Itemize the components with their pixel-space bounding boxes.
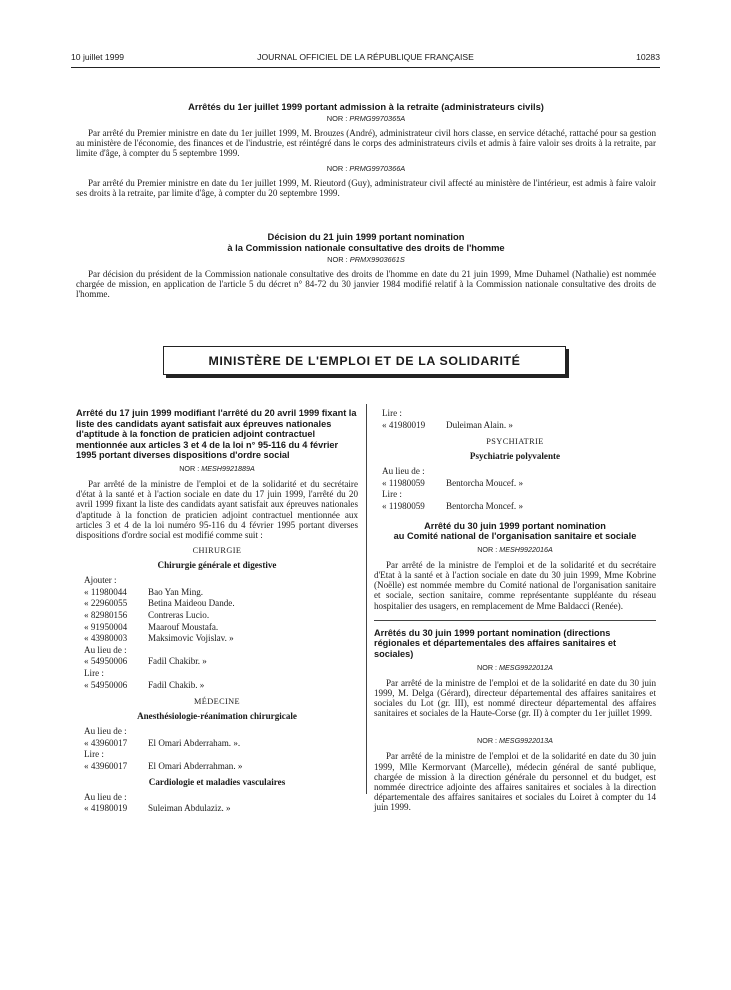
- candidate-number: « 54950006: [84, 656, 128, 667]
- nor-label: NOR :: [179, 463, 200, 473]
- candidate-name: Bentorcha Moncef. »: [446, 500, 524, 511]
- nor-reference: [76, 255, 656, 264]
- nor-reference: [76, 464, 358, 473]
- candidate-name: Contreras Lucio.: [148, 609, 210, 620]
- candidate-name: El Omari Abderraham. ».: [148, 737, 241, 748]
- arrete-cnoss-title-line1: Arrêté du 30 juin 1999 portant nomination: [424, 520, 606, 531]
- ministry-banner: MINISTÈRE DE L'EMPLOI ET DE LA SOLIDARITÉ: [163, 346, 566, 375]
- list-item: [374, 420, 656, 432]
- candidate-number: « 11980059: [382, 500, 425, 511]
- label-lire: Lire :: [382, 408, 402, 418]
- paragraph-duhamel: Par décision du président de la Commission nationale consultative des droits de l'homme en date du 21 juin 1999, Mme Duhamel (Nathalie) est nommée chargée de mission, en application de l'article 5 du décret n° 84-72 du 30 janvier 1984 modifié relatif à la Commission nationale consultative des droits de l'homme.: [76, 269, 656, 300]
- subsection-chirurgie-generale: Chirurgie générale et digestive: [157, 560, 277, 571]
- label-au-lieu-de: Au lieu de :: [84, 791, 127, 802]
- nor-label: NOR :: [477, 662, 497, 672]
- candidate-name: Suleiman Abdulaziz. »: [148, 803, 231, 814]
- list-item: [76, 803, 358, 815]
- section-psychiatrie: PSYCHIATRIE: [486, 437, 544, 447]
- arrete-praticien-title: Arrêté du 17 juin 1999 modifiant l'arrêté du 20 avril 1999 fixant la liste des candidats ayant satisfait aux épreuves nationales d'aptitude à la fonction de praticien adjoint contractuel mentionnée aux articles 3 et 4 de la loi n° 95-116 du 4 février 1995 portant diverses dispositions d'ordre social: [76, 408, 357, 461]
- candidate-number: « 11980044: [84, 586, 127, 597]
- paragraph-rieutord: Par arrêté du Premier ministre en date du 1er juillet 1999, M. Rieutord (Guy), administrateur civil affecté au ministère de l'intérieur, est admis à faire valoir ses droits à la retraite, par limite d'âge, à compter du 20 septembre 1999.: [76, 177, 656, 198]
- paragraph-praticien: Par arrêté de la ministre de l'emploi et de la solidarité et du secrétaire d'état à la santé et à l'action sociale en date du 17 juin 1999, l'arrêté du 20 avril 1999 fixant la liste des candidats ayant satisfait aux épreuves nationales d'aptitude à la fonction de praticien adjoint contractuel mentionnée aux articles 3 et 4 de la loi numéro 95-116 du 4 février 1995 portant diverses dispositions d'ordre social est modifié comme suit :: [76, 478, 358, 540]
- nor-code: PRMX9903661S: [349, 255, 405, 264]
- right-column: [374, 408, 656, 818]
- header-rule: [71, 67, 660, 68]
- list-item: [76, 633, 358, 645]
- candidate-name: El Omari Abderrahman. »: [148, 760, 243, 771]
- nor-reference: [374, 736, 656, 745]
- list-item: [76, 656, 358, 668]
- decision-section: [76, 231, 656, 305]
- candidate-name: Fadil Chakib. »: [148, 679, 205, 690]
- section-separator: [374, 620, 656, 621]
- subsection-anesthesiologie: Anesthésiologie-réanimation chirurgicale: [137, 711, 297, 722]
- candidate-name: Duleiman Alain. »: [446, 419, 513, 430]
- decision-title-line2: à la Commission nationale consultative des droits de l'homme: [227, 242, 505, 253]
- label-au-lieu-de: Au lieu de :: [84, 644, 127, 655]
- nor-reference: [76, 164, 656, 173]
- candidate-number: « 41980019: [382, 419, 426, 430]
- list-item: [76, 622, 358, 634]
- paragraph-delga: Par arrêté de la ministre de l'emploi et de la solidarité en date du 30 juin 1999, M. Delga (Gérard), directeur départemental des affaires sanitaires et sociales du Lot (gr. III), est nommé directeur départemental des affaires sanitaires et sociales de la Haute-Corse (gr. II) à compter du 1er juillet 1999.: [374, 677, 656, 719]
- header-date: 10 juillet 1999: [71, 52, 125, 62]
- candidate-name: Fadil Chakibr. »: [148, 656, 207, 667]
- arrete-retraite-title: Arrêtés du 1er juillet 1999 portant admission à la retraite (administrateurs civils): [188, 101, 544, 112]
- header-page-number: 10283: [636, 52, 660, 62]
- list-item: [374, 478, 656, 490]
- left-column: [76, 408, 358, 815]
- subsection-psychiatrie-polyvalente: Psychiatrie polyvalente: [469, 451, 561, 462]
- candidate-name: Bao Yan Ming.: [148, 586, 204, 597]
- candidate-number: « 54950006: [84, 679, 128, 690]
- candidate-name: Maksimovic Vojislav. »: [148, 633, 234, 644]
- section-medecine: MÉDECINE: [193, 697, 241, 707]
- paragraph-kobrine: Par arrêté de la ministre de l'emploi et de la solidarité et du secrétaire d'Etat à la santé et à l'action sociale en date du 30 juin 1999, Mme Kobrine (Noëlle) est nommée membre du Comité national de l'organisation sanitaire et sociale, section sanitaire, comme représentante suppléante du réseau hospitalier des usagers, en remplacement de Mme Baldacci (Renée).: [374, 559, 656, 611]
- arrete-ddass-title: Arrêtés du 30 juin 1999 portant nomination (directions régionales et départementales des affaires sanitaires et sociales): [374, 627, 617, 659]
- label-lire: Lire :: [84, 667, 104, 678]
- candidate-name: Betina Maideou Dande.: [148, 598, 235, 609]
- running-header: [71, 52, 660, 66]
- decision-title-line1: Décision du 21 juin 1999 portant nomination: [267, 231, 465, 242]
- nor-code: MESH9922016A: [499, 544, 553, 554]
- list-item: [76, 738, 358, 750]
- label-lire: Lire :: [84, 749, 104, 760]
- nor-label: NOR :: [477, 544, 498, 554]
- list-item: [76, 598, 358, 610]
- nor-code: MESG9922013A: [499, 736, 553, 746]
- list-item: [76, 761, 358, 773]
- paragraph-brouzes: Par arrêté du Premier ministre en date du 1er juillet 1999, M. Brouzes (André), administrateur civil hors classe, en service détaché, rattaché pour sa gestion au ministère de l'économie, des finances et de l'industrie, est réintégré dans le corps des administrateurs civils et admis à faire valoir ses droits à la retraite, par limite d'âge, à compter du 5 septembre 1999.: [76, 128, 656, 159]
- list-item: [374, 501, 656, 513]
- column-divider: [366, 404, 367, 794]
- nor-code: MESG9922012A: [499, 662, 553, 672]
- candidate-name: Bentorcha Moucef. »: [446, 477, 524, 488]
- nor-label: NOR :: [326, 114, 348, 123]
- subsection-cardiologie: Cardiologie et maladies vasculaires: [148, 776, 286, 787]
- header-journal-title: JOURNAL OFFICIEL DE LA RÉPUBLIQUE FRANÇAISE: [257, 52, 474, 62]
- candidate-number: « 11980059: [382, 477, 425, 488]
- nor-label: NOR :: [477, 736, 497, 746]
- top-section: [76, 101, 656, 203]
- section-chirurgie: CHIRURGIE: [192, 546, 242, 556]
- nor-code: MESH9921889A: [201, 463, 255, 473]
- candidate-name: Maarouf Moustafa.: [148, 621, 219, 632]
- nor-reference: [374, 663, 656, 672]
- candidate-number: « 43960017: [84, 760, 128, 771]
- list-item: [76, 680, 358, 692]
- candidate-number: « 82980156: [84, 609, 128, 620]
- candidate-number: « 43980003: [84, 633, 128, 644]
- label-ajouter: Ajouter :: [84, 575, 117, 586]
- list-item: [76, 610, 358, 622]
- paragraph-kermorvant: Par arrêté de la ministre de l'emploi et de la solidarité en date du 30 juin 1999, Mlle Kermorvant (Marcelle), médecin général de santé publique, chargée de mission à la direction générale du personnel et du budget, est nommée directrice adjointe des affaires sanitaires et sociales à la direction départementale des affaires sanitaires et sociales du Loiret à compter du 14 juin 1999.: [374, 751, 656, 813]
- list-item: [76, 587, 358, 599]
- candidate-number: « 43960017: [84, 737, 128, 748]
- candidate-number: « 22960055: [84, 598, 128, 609]
- nor-code: PRMG9970365A: [349, 114, 406, 123]
- arrete-cnoss-title-line2: au Comité national de l'organisation sanitaire et sociale: [393, 531, 637, 542]
- candidate-number: « 41980019: [84, 803, 128, 814]
- nor-code: PRMG9970366A: [349, 163, 406, 173]
- label-lire: Lire :: [382, 489, 402, 500]
- nor-label: NOR :: [327, 255, 348, 264]
- nor-label: NOR :: [326, 163, 348, 173]
- nor-reference: [76, 114, 656, 123]
- label-au-lieu-de: Au lieu de :: [84, 726, 127, 737]
- nor-reference: [374, 545, 656, 554]
- candidate-number: « 91950004: [84, 621, 128, 632]
- label-au-lieu-de: Au lieu de :: [382, 466, 425, 477]
